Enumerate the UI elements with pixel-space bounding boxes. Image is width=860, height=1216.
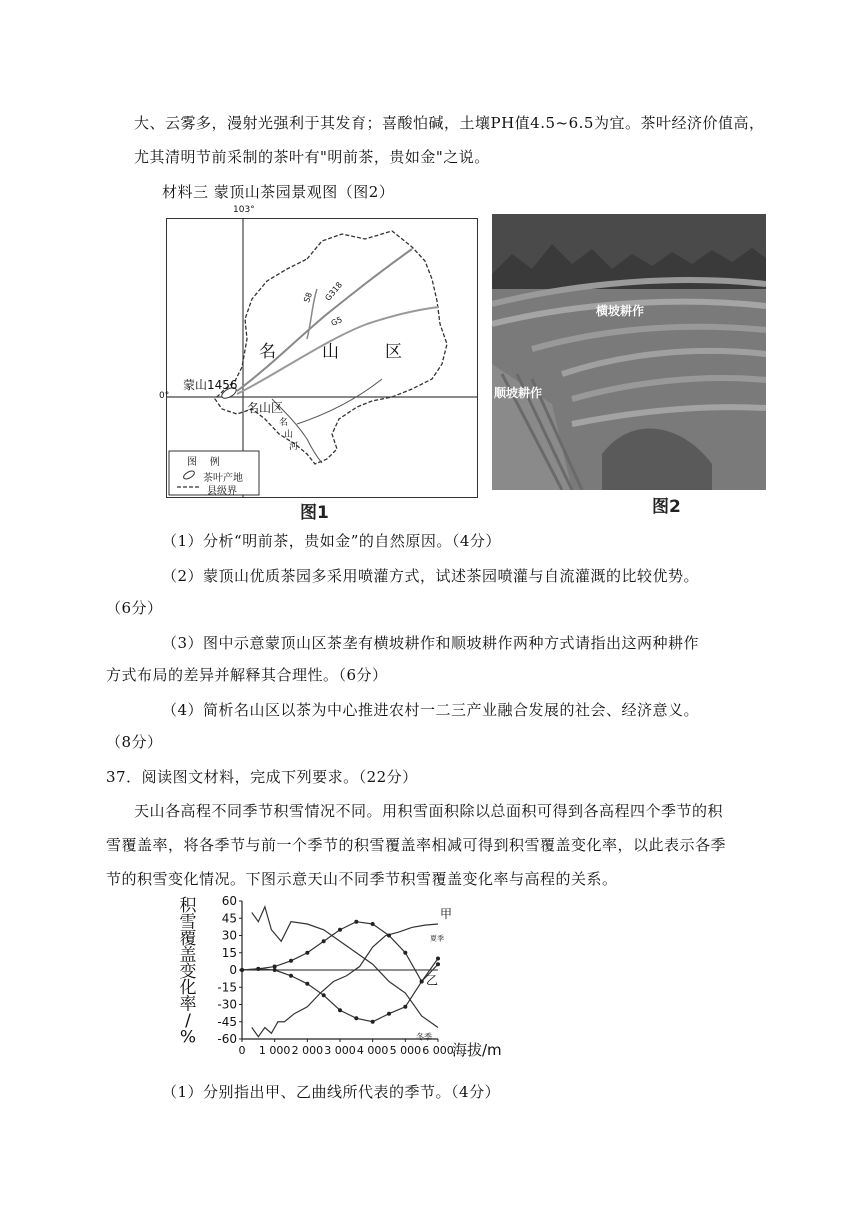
- legend-item: 茶叶产地: [203, 473, 243, 484]
- question-1: （1）分析“明前茶，贵如金”的自然原因。（4分）: [162, 532, 501, 550]
- series-point: [273, 965, 277, 969]
- material-line: 天山各高程不同季节积雪情况不同。用积雪面积除以总面积可得到各高程四个季节的积: [134, 802, 724, 820]
- river-label-char: 山: [284, 430, 294, 440]
- x-tick-label: 3 000: [324, 1044, 356, 1057]
- series-point: [420, 980, 424, 984]
- region-label-char: 山: [322, 342, 339, 362]
- y-tick-label: 60: [221, 894, 237, 908]
- region-label-char: 区: [385, 342, 402, 362]
- series-point: [289, 959, 293, 963]
- tea-garden-photo: [492, 214, 766, 490]
- x-tick-label: 6 000: [422, 1044, 454, 1057]
- photo-label-along-slope: 顺坡耕作: [494, 386, 543, 400]
- road-label-g318: G318: [323, 280, 345, 303]
- longitude-label: 103°: [233, 205, 255, 215]
- figure-1-caption: 图1: [300, 503, 329, 523]
- figure-2-caption: 图2: [652, 497, 681, 517]
- series-point: [436, 957, 440, 961]
- question-3-line: 方式布局的差异并解释其合理性。（6分）: [106, 666, 388, 684]
- paragraph-line: 尤其清明节前采制的茶叶有"明前茶，贵如金"之说。: [134, 148, 490, 166]
- river-label-char: 名: [279, 418, 289, 428]
- y-axis-label-char: %: [179, 1027, 197, 1048]
- question-37-title: 37．阅读图文材料，完成下列要求。（22分）: [106, 768, 418, 786]
- y-axis-label-char: 变: [179, 961, 197, 982]
- series-point: [240, 968, 244, 972]
- y-axis-label-char: 覆: [179, 928, 197, 949]
- material-line: 节的积雪变化情况。下图示意天山不同季节积雪覆盖变化率与高程的关系。: [106, 870, 618, 888]
- series-point: [403, 951, 407, 955]
- legend-title: 图 例: [187, 457, 220, 468]
- y-axis-label-char: 率: [179, 994, 197, 1015]
- x-tick-label: 1 000: [258, 1044, 291, 1057]
- series-label: 甲: [440, 907, 453, 921]
- series-label: 乙: [426, 973, 439, 988]
- x-tick-label: 0: [238, 1044, 246, 1057]
- chart-svg: [170, 893, 550, 1063]
- y-tick-label: 15: [221, 945, 237, 960]
- series-point: [436, 962, 440, 966]
- material-title: 材料三 蒙顶山茶园景观图（图2）: [162, 183, 395, 201]
- series-line: [252, 907, 438, 1028]
- series-point: [354, 1016, 358, 1020]
- x-axis-label: 海拔/m: [452, 1041, 502, 1059]
- question-37-1: （1）分别指出甲、乙曲线所代表的季节。（4分）: [162, 1083, 501, 1101]
- series-label: 冬季: [416, 1032, 432, 1042]
- question-2-line: （2）蒙顶山优质茶园多采用喷灌方式，试述茶园喷灌与自流灌溉的比较优势。: [162, 567, 700, 585]
- county-seat-label: 名山区: [247, 401, 284, 415]
- series-point: [289, 974, 293, 978]
- mountain-label: 蒙山1456: [183, 378, 238, 392]
- y-axis-label-char: 化: [179, 978, 197, 999]
- x-tick-label: 2 000: [291, 1044, 324, 1057]
- series-point: [387, 1012, 391, 1016]
- y-axis-label-char: /: [185, 1011, 191, 1032]
- y-tick-label: 30: [221, 928, 237, 943]
- series-point: [371, 922, 375, 926]
- map-figure: [159, 205, 478, 498]
- y-axis-label-char: 积: [179, 896, 197, 916]
- series-point: [256, 967, 260, 971]
- paragraph-line: 大、云雾多，漫射光强利于其发育；喜酸怕碱，土壤PH值4.5~6.5为宜。茶叶经济价值高，: [134, 114, 765, 132]
- x-tick-label: 4 000: [356, 1044, 389, 1057]
- region-label-char: 名: [259, 342, 276, 362]
- series-line: [252, 924, 438, 1037]
- question-2-line: （6分）: [106, 599, 163, 617]
- snow-cover-chart: [170, 893, 550, 1063]
- road-label-s8: S8: [302, 291, 315, 304]
- question-4-line: （8分）: [106, 733, 163, 751]
- road-label-g5: G5: [329, 315, 344, 328]
- question-4-line: （4）简析名山区以茶为中心推进农村一二三产业融合发展的社会、经济意义。: [162, 701, 700, 719]
- series-point: [338, 928, 342, 932]
- photo-illustration: [492, 214, 766, 490]
- y-tick-label: -60: [217, 1032, 237, 1046]
- material-line: 雪覆盖率，将各季节与前一个季节的积雪覆盖率相减可得到积雪覆盖变化率，以此表示各季: [106, 836, 727, 854]
- series-point: [273, 968, 277, 972]
- road-g318: [237, 249, 412, 391]
- y-tick-label: -15: [217, 980, 237, 995]
- y-axis-label-char: 雪: [179, 912, 197, 933]
- series-point: [387, 934, 391, 938]
- legend-item: 县级界: [207, 486, 237, 497]
- series-point: [338, 1008, 342, 1012]
- series-point: [305, 982, 309, 986]
- series-line: [242, 964, 438, 1022]
- river-label-char: 河: [289, 442, 299, 452]
- y-axis-label-char: 盖: [179, 945, 197, 966]
- latitude-label: 0°: [159, 391, 170, 401]
- series-label: 夏季: [430, 934, 444, 943]
- y-tick-label: -45: [217, 1014, 237, 1029]
- series-point: [371, 1020, 375, 1024]
- x-tick-label: 5 000: [389, 1044, 422, 1057]
- series-point: [403, 1005, 407, 1009]
- series-point: [305, 951, 309, 955]
- y-tick-label: 0: [229, 963, 237, 977]
- series-point: [322, 939, 326, 943]
- y-tick-label: -30: [217, 997, 237, 1012]
- y-tick-label: 45: [221, 911, 237, 926]
- series-point: [322, 993, 326, 997]
- photo-label-cross-slope: 横坡耕作: [596, 304, 645, 318]
- series-point: [354, 920, 358, 924]
- question-3-line: （3）图中示意蒙顶山区茶垄有横坡耕作和顺坡耕作两种方式请指出这两种耕作: [162, 634, 700, 652]
